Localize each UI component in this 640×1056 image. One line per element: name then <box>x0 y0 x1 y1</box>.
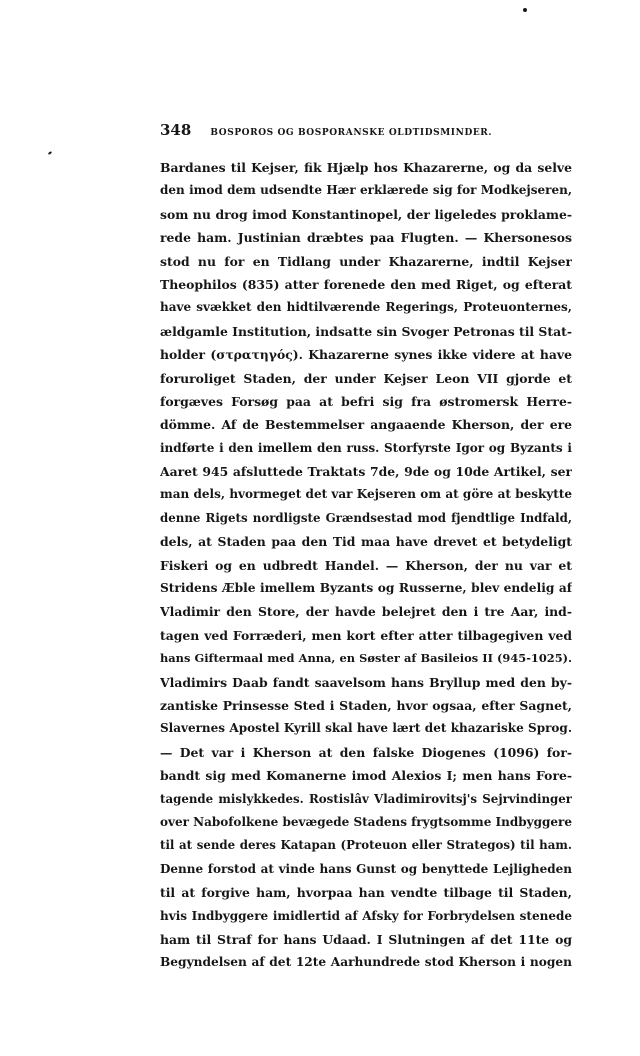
text-line: indførte i den imellem den russ. Storfyrste Igor og Byzants i <box>160 440 572 455</box>
ink-mark-left-margin <box>48 151 52 155</box>
text-line: bandt sig med Komanerne imod Alexios I; men hans Fore- <box>160 768 572 784</box>
text-line: Stridens Æble imellem Byzants og Russerne, blev endelig af <box>160 581 572 596</box>
text-line: stod nu for en Tidlang under Khazarerne, indtil Kejser <box>160 253 572 269</box>
ink-speck-top <box>523 8 527 12</box>
text-line: — Det var i Kherson at den falske Diogenes (1096) for- <box>160 744 572 760</box>
text-line: Begyndelsen af det 12te Aarhundrede stod Kherson i nogen <box>160 955 572 970</box>
text-line: tagende mislykkedes. Rostislâv Vladimirovitsj's Sejrvindinger <box>160 791 572 806</box>
text-line: ældgamle Institution, indsatte sin Svoger Petronas til Stat- <box>160 323 572 339</box>
text-line: til at forgive ham, hvorpaa han vendte tilbage til Staden, <box>160 885 572 901</box>
text-line: dels, at Staden paa den Tid maa have drevet et betydeligt <box>160 534 572 550</box>
text-line: den imod dem udsendte Hær erklærede sig for Modkejseren, <box>160 183 572 198</box>
running-title: BOSPOROS OG BOSPORANSKE OLDTIDSMINDER. <box>210 128 493 138</box>
text-line: Aaret 945 afsluttede Traktats 7de, 9de og 10de Artikel, ser <box>160 464 572 480</box>
text-line: Theophilos (835) atter forenede den med Riget, og efterat <box>160 276 572 292</box>
text-line: man dels, hvormeget det var Kejseren om at göre at beskytte <box>160 487 572 502</box>
text-line: forgæves Forsøg paa at befri sig fra østromersk Herre- <box>160 393 572 409</box>
text-line: rede ham. Justinian dræbtes paa Flugten. — Khersonesos <box>160 230 572 246</box>
text-line: som nu drog imod Konstantinopel, der ligeledes proklame- <box>160 206 572 222</box>
text-line: foruroliget Staden, der under Kejser Leon VII gjorde et <box>160 370 572 386</box>
text-line: Bardanes til Kejser, fik Hjælp hos Khazarerne, og da selve <box>160 160 572 175</box>
text-line: hvis Indbyggere imidlertid af Afsky for Forbrydelsen stenede <box>160 908 572 923</box>
text-line: ham til Straf for hans Udaad. I Slutningen af det 11te og <box>160 931 572 947</box>
text-line: holder (στρατηγός). Khazarerne synes ikke videre at have <box>160 347 572 363</box>
text-line: over Nabofolkene bevægede Stadens frygtsomme Indbyggere <box>160 814 572 829</box>
text-line: have svækket den hidtilværende Regerings, Proteuonternes, <box>160 300 572 315</box>
text-line: Vladimir den Store, der havde belejret den i tre Aar, ind- <box>160 604 572 620</box>
text-line: dömme. Af de Bestemmelser angaaende Kherson, der ere <box>160 417 572 433</box>
text-line: Vladimirs Daab fandt saavelsom hans Bryllup med den by- <box>160 674 572 690</box>
page-number: 348 <box>160 121 192 139</box>
text-line: tagen ved Forræderi, men kort efter atter tilbagegiven ved <box>160 627 572 643</box>
text-line: denne Rigets nordligste Grændsestad mod fjendtlige Indfald, <box>160 510 572 525</box>
text-line: til at sende deres Katapan (Proteuon eller Strategos) til ham. <box>160 838 572 853</box>
page-header <box>160 120 580 140</box>
text-line: hans Giftermaal med Anna, en Søster af Basileios II (945-1025). <box>160 651 572 666</box>
body-text <box>160 156 572 975</box>
text-line: zantiske Prinsesse Sted i Staden, hvor ogsaa, efter Sagnet, <box>160 697 572 713</box>
text-line: Denne forstod at vinde hans Gunst og benyttede Lejligheden <box>160 861 572 876</box>
text-line: Slavernes Apostel Kyrill skal have lært det khazariske Sprog. <box>160 721 572 736</box>
text-line: Fiskeri og en udbredt Handel. — Kherson, der nu var et <box>160 557 572 573</box>
